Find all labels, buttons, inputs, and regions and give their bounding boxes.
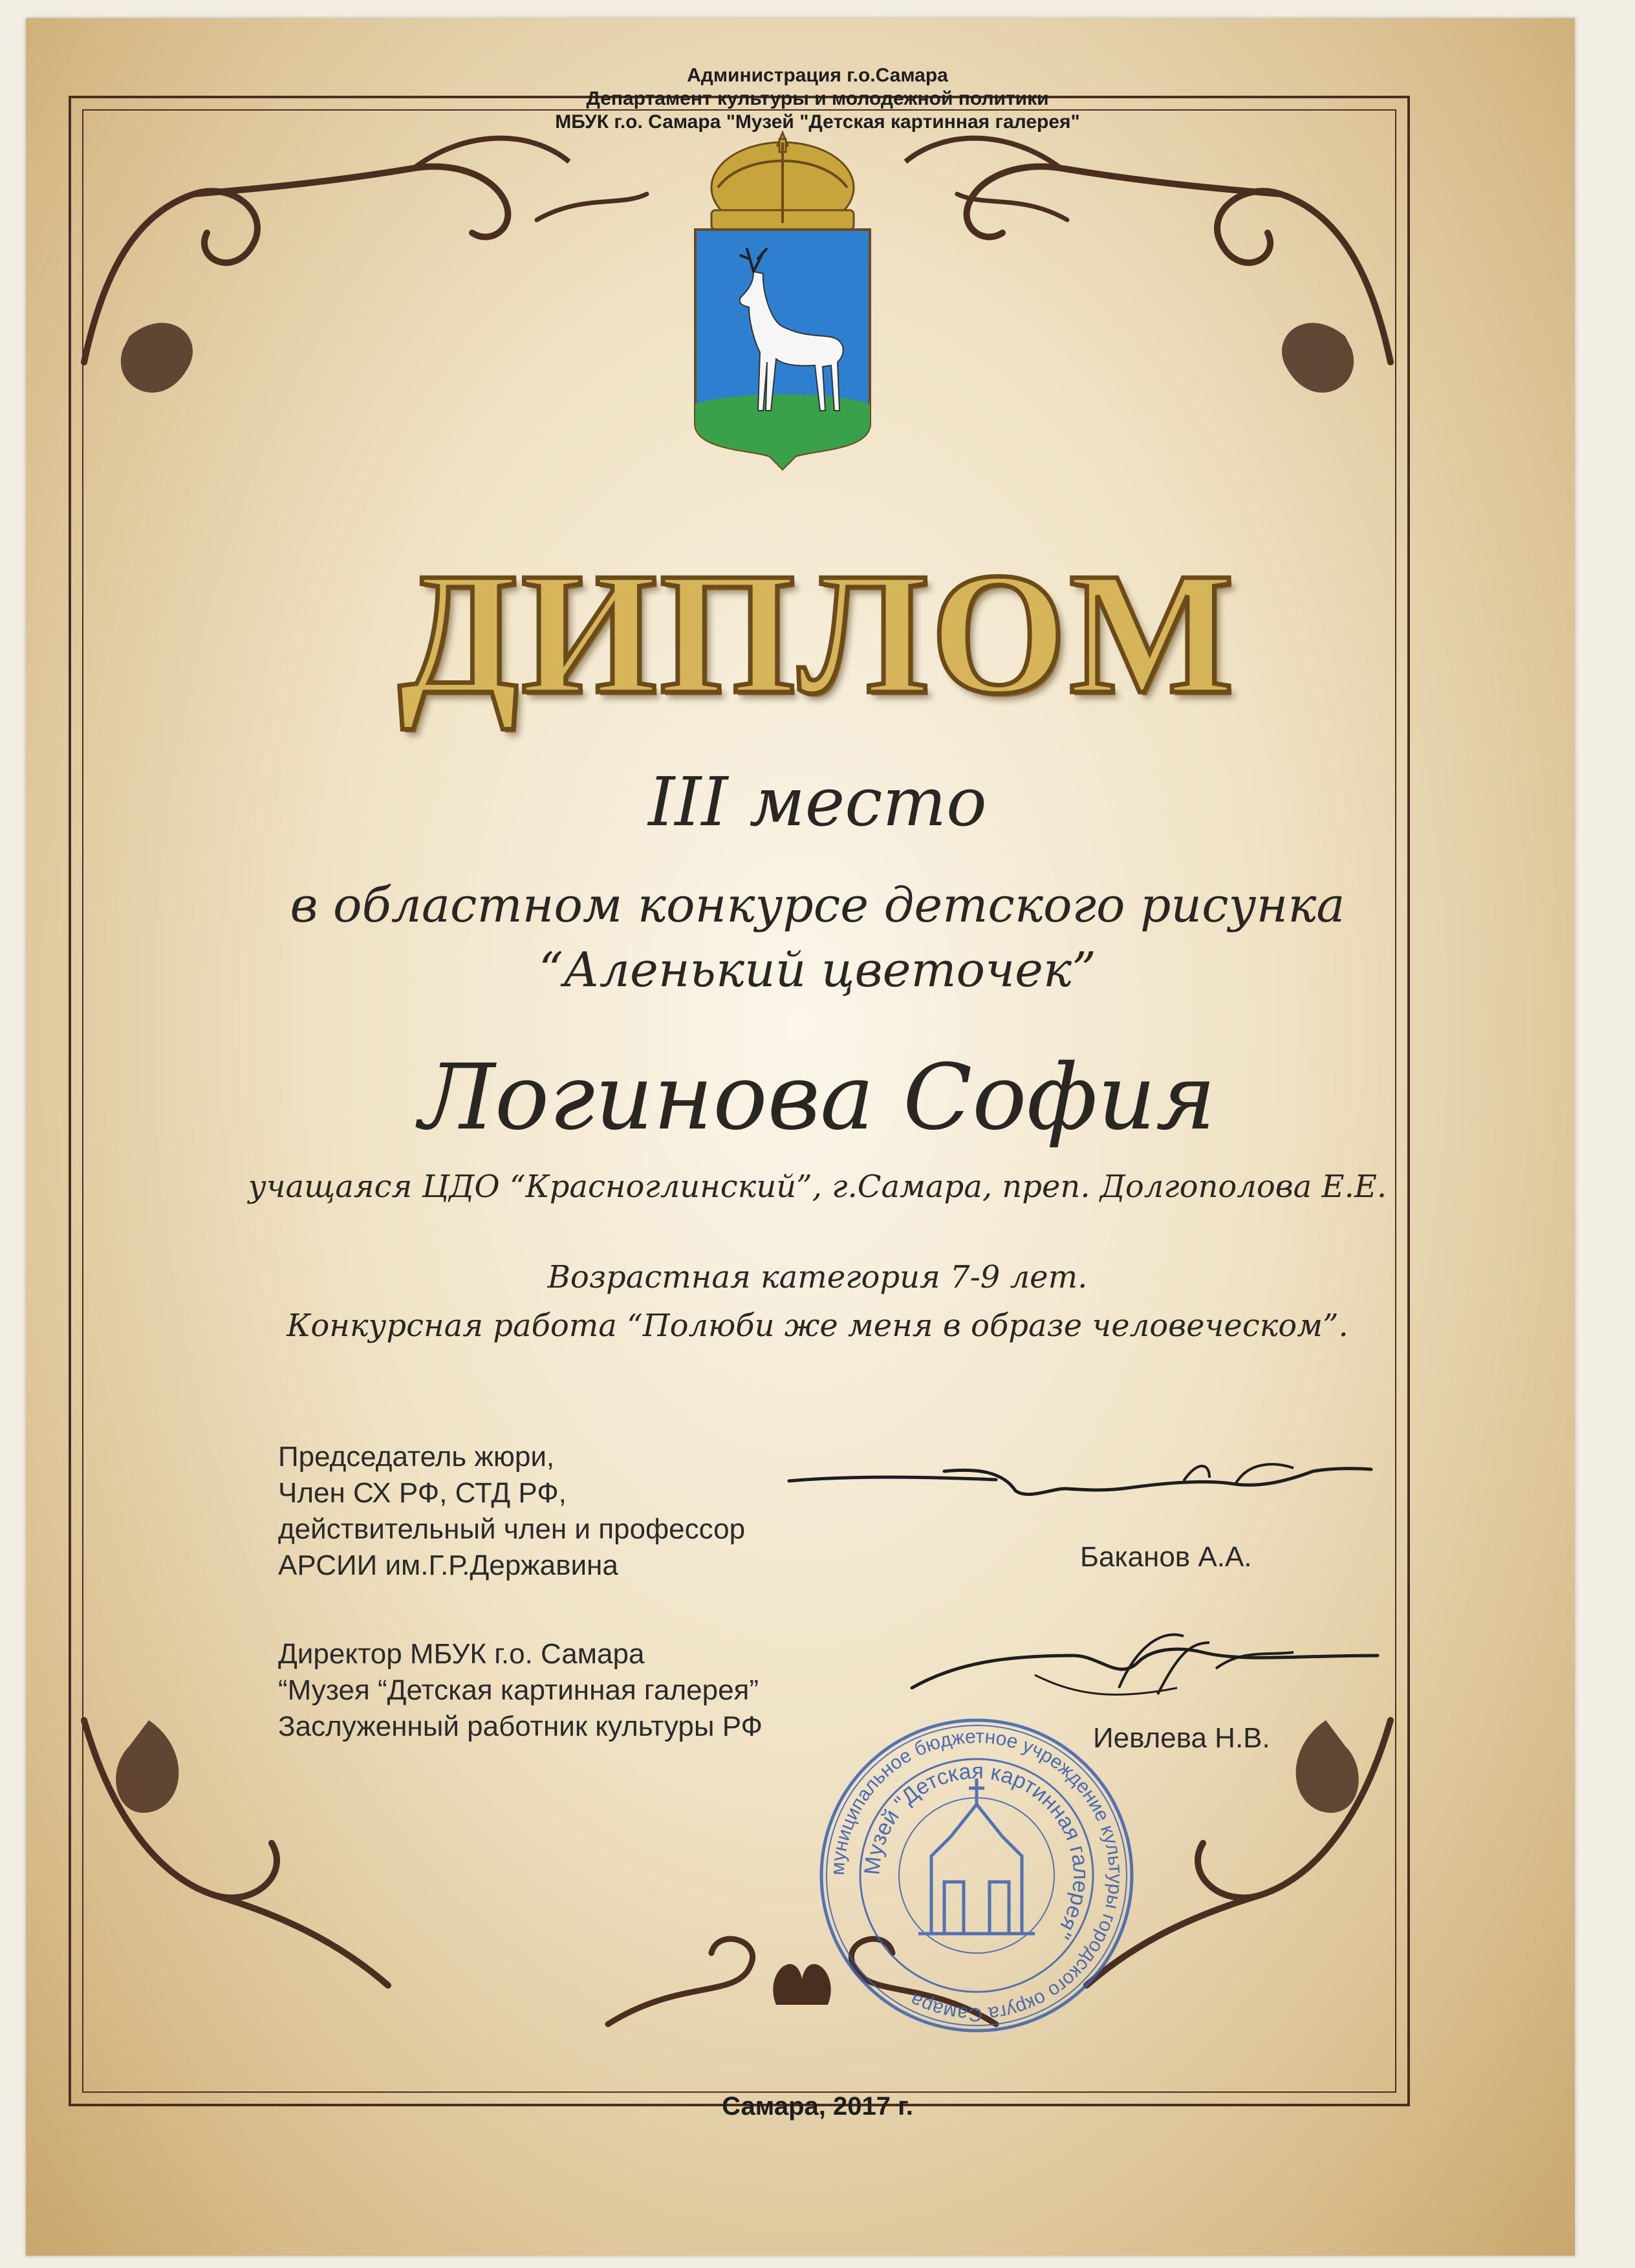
- director-line-2: “Музея “Детская картинная галерея”: [278, 1674, 759, 1706]
- stamp-outer-text: муниципальное бюджетное учреждение культуры городского округа Самара: [827, 1725, 1127, 2025]
- director-line-3: Заслуженный работник культуры РФ: [278, 1711, 763, 1742]
- competition-line-1: в областном конкурсе детского рисунка: [290, 878, 1345, 933]
- jury-chair-line-1: Председатель жюри,: [278, 1441, 555, 1473]
- jury-chair-line-4: АРСИИ им.Г.Р.Державина: [278, 1550, 618, 1581]
- header-administration: Администрация г.о.Самара: [687, 65, 948, 86]
- footer-city-year: Самара, 2017 г.: [722, 2092, 913, 2121]
- competition-work: Конкурсная работа “Полюби же меня в образе человеческом”.: [287, 1308, 1348, 1344]
- jury-chair-name: Баканов А.А.: [1080, 1541, 1252, 1573]
- winner-details: учащаяся ЦДО “Красноглинский”, г.Самара, преп. Долгополова Е.Е.: [248, 1169, 1387, 1205]
- museum-stamp-icon: [808, 1707, 1145, 2044]
- jury-chair-line-2: Член СХ РФ, СТД РФ,: [278, 1477, 567, 1509]
- director-line-1: Директор МБУК г.о. Самара: [278, 1638, 645, 1670]
- director-name: Иевлева Н.В.: [1093, 1722, 1270, 1754]
- signature-bakanov: [783, 1442, 1378, 1520]
- award-place: III место: [648, 762, 987, 841]
- competition-line-2: “Аленький цветочек”: [539, 942, 1096, 998]
- header-museum: МБУК г.о. Самара "Музей "Детская картинная галерея": [555, 111, 1080, 133]
- stamp-inner-text: Музей "Детская картинная галерея": [860, 1758, 1094, 1943]
- jury-chair-line-3: действительный член и профессор: [278, 1513, 746, 1545]
- age-category: Возрастная категория 7-9 лет.: [547, 1259, 1088, 1295]
- winner-name: Логинова София: [419, 1045, 1216, 1150]
- header-department: Департамент культуры и молодежной политики: [586, 88, 1049, 109]
- coat-of-arms-icon: [673, 126, 893, 475]
- diploma-title: ДИПЛОМ: [398, 537, 1237, 730]
